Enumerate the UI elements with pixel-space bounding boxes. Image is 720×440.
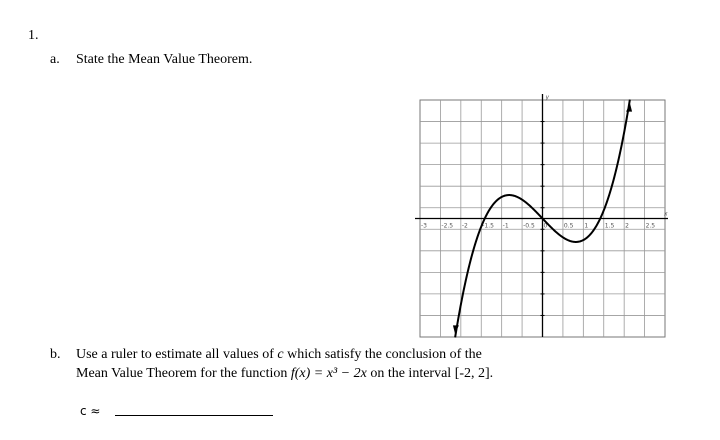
variable-c: c [277, 347, 284, 362]
x-tick-label: -1 [502, 222, 509, 230]
x-tick-label: 1 [584, 222, 589, 230]
part-a-label: a. [50, 52, 60, 67]
x-tick-label: 0 [543, 222, 548, 230]
x-tick-label: 0.5 [563, 222, 574, 230]
x-tick-label: -2 [461, 222, 468, 230]
function-expression: f(x) = x³ − 2x [290, 366, 367, 381]
answer-prompt: c ≈ [80, 404, 101, 418]
x-axis-label: x [664, 210, 668, 218]
answer-blank-line[interactable] [115, 415, 273, 416]
x-tick-label: -0.5 [523, 222, 535, 230]
graph-axes [415, 94, 668, 337]
part-a [50, 52, 252, 68]
x-tick-label: 2 [625, 222, 629, 230]
part-b-text-1b: which satisfy the conclusion of the [283, 347, 482, 362]
part-b-text-2a: Mean Value Theorem for the function [76, 366, 291, 381]
graph-tick-labels [421, 223, 655, 230]
part-a-text: State the Mean Value Theorem. [76, 52, 253, 67]
x-tick-label: 1.5 [604, 222, 615, 230]
x-tick-label: -2.5 [441, 222, 454, 230]
question-number: 1. [28, 28, 39, 43]
cubic-function-graph [415, 92, 669, 342]
part-b-label: b. [50, 347, 61, 362]
y-axis-label: y [545, 94, 550, 101]
part-b-text-1a: Use a ruler to estimate all values of [76, 347, 278, 362]
x-tick-label: 2.5 [645, 222, 656, 230]
x-tick-label: -1.5 [482, 222, 494, 230]
part-b-text-2b: on the interval [-2, 2]. [366, 366, 494, 381]
part-b [50, 345, 493, 383]
x-tick-label: -3 [421, 222, 427, 230]
